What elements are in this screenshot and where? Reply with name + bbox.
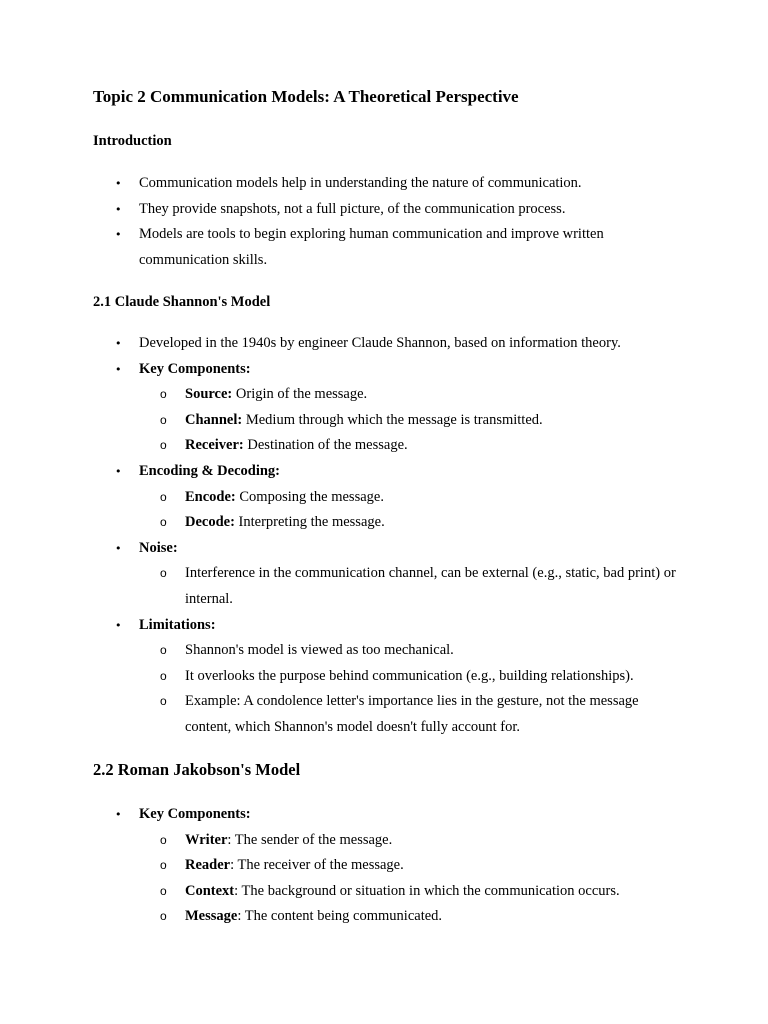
list-item [0, 357, 679, 383]
shannon-list [0, 331, 768, 741]
list-item [0, 536, 679, 562]
list-item [0, 510, 679, 536]
term: Channel: [185, 411, 243, 428]
intro-heading: Introduction [93, 133, 172, 149]
term: Context [185, 882, 235, 899]
definition: : The background or situation in which the communication occurs. [234, 882, 620, 899]
key-components-label: Key Components: [139, 360, 251, 377]
list-item: o It overlooks the purpose behind communication (e.g., building relationships). [0, 664, 679, 690]
jakobson-heading: 2.2 Roman Jakobson's Model [93, 760, 301, 779]
list-item [0, 613, 679, 639]
list-item [0, 459, 679, 485]
definition: Origin of the message. [232, 386, 368, 403]
list-item: o Interference in the communication channel, can be external (e.g., static, bad print) or internal. [0, 561, 679, 612]
definition: : The content being communicated. [237, 908, 443, 925]
list-item: o Example: A condolence letter's importance lies in the gesture, not the message content, which Shannon's model doesn't fully account for. [0, 689, 679, 740]
term: Decode: [185, 514, 235, 531]
jakobson-list [0, 802, 768, 930]
term: Receiver: [185, 437, 244, 454]
list-item: o Shannon's model is viewed as too mechanical. [0, 638, 679, 664]
list-item: • Models are tools to begin exploring human communication and improve written communication skills. [0, 222, 679, 273]
definition: Composing the message. [235, 488, 384, 505]
term: Source: [185, 386, 233, 403]
list-item [0, 382, 679, 408]
noise-label: Noise: [139, 539, 178, 556]
definition: : The receiver of the message. [230, 857, 404, 874]
list-item [0, 853, 679, 879]
list-item: • Communication models help in understanding the nature of communication. [0, 171, 679, 197]
list-item [0, 904, 679, 930]
list-item: • They provide snapshots, not a full picture, of the communication process. [0, 197, 679, 223]
list-item [0, 879, 679, 905]
definition: Destination of the message. [243, 437, 408, 454]
limitations-label: Limitations: [139, 616, 216, 633]
term: Writer [185, 831, 228, 848]
definition: : The sender of the message. [227, 831, 393, 848]
term: Encode: [185, 488, 236, 505]
definition: Interpreting the message. [234, 514, 385, 531]
intro-list [0, 171, 768, 273]
list-item [0, 828, 679, 854]
list-item [0, 433, 679, 459]
list-item [0, 802, 679, 828]
list-item [0, 408, 679, 434]
shannon-heading: 2.1 Claude Shannon's Model [93, 294, 271, 310]
list-item: • Developed in the 1940s by engineer Claude Shannon, based on information theory. [0, 331, 679, 357]
term: Reader [185, 857, 231, 874]
key-components-label: Key Components: [139, 806, 251, 822]
page-title: Topic 2 Communication Models: A Theoretical Perspective [93, 87, 519, 106]
list-item [0, 485, 679, 511]
term: Message [185, 908, 238, 925]
definition: Medium through which the message is transmitted. [242, 411, 543, 428]
encoding-label: Encoding & Decoding: [139, 462, 280, 479]
